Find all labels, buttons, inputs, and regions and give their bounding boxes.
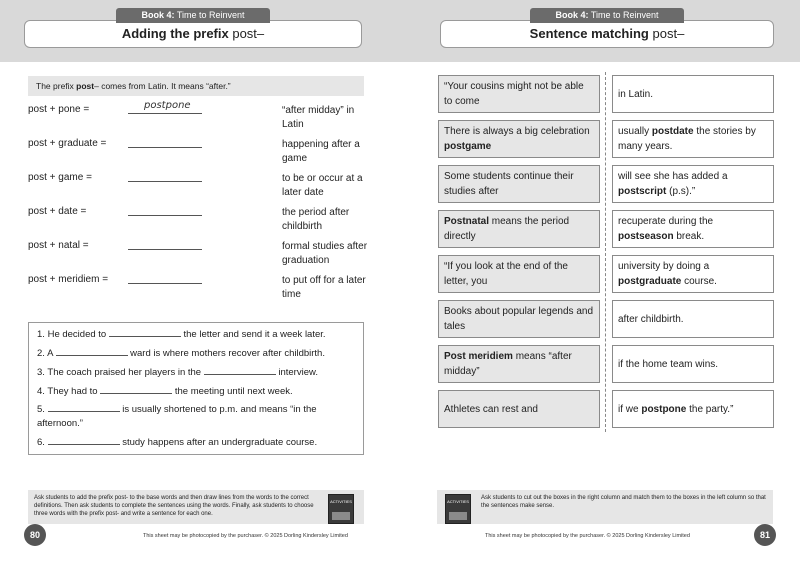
card-pre: Books about popular legends and tales [444,306,594,332]
cover-label: ACTIVITIES [447,499,469,504]
card-post: break. [673,231,705,242]
sentence-before: The coach praised her players in the [47,367,202,378]
word-equation: post + graduate = [28,138,107,149]
sentence-end-card[interactable] [612,300,774,338]
title-main: Sentence matching [529,26,649,41]
book-subtitle: Time to Reinvent [176,10,245,20]
sentence-after: study happens after an undergraduate course. [122,437,318,448]
sentence-number: 1. [37,329,45,340]
card-bold: postscript [618,186,667,197]
card-text [618,169,768,199]
sentence-blank[interactable] [48,403,120,412]
book-tab [530,8,684,23]
cover-strip [332,512,350,520]
book-subtitle: Time to Reinvent [590,10,659,20]
card-text [618,259,768,289]
card-text [618,312,684,327]
card-text [618,87,653,102]
title-main: Adding the prefix [121,26,229,41]
card-text [444,169,594,199]
sentence-blank[interactable] [56,347,128,356]
book-tab [116,8,270,23]
written-answer: postpone [144,100,191,111]
sentence-box [28,322,364,455]
sentence-blank[interactable] [100,385,172,394]
sentence-after: the meeting until next week. [174,386,293,397]
cut-line [605,72,606,432]
card-pre: Some students continue their studies after [444,171,574,197]
card-post: means the period directly [444,216,570,242]
card-text [618,214,768,244]
sentence-item [37,436,363,450]
sentence-before: A [47,348,53,359]
card-text [444,259,594,289]
answer-line[interactable] [128,181,202,182]
card-pre: if we [618,403,642,415]
page-number: 81 [754,524,776,546]
sentence-item [37,403,337,431]
card-pre: There is always a big celebration [444,126,590,137]
intro-post: – comes from Latin. It means “after.” [94,81,231,91]
card-pre: recuperate during the [618,216,714,227]
sentence-start-card[interactable] [438,300,600,338]
teacher-note-text: Ask students to add the prefix post- to the base words and then draw lines from the words to the correct definitions. Then ask students to complete the sentences using the words. Finally, ask students to choose three words with the prefix post- and write a sentence for each one. [34,495,314,517]
teacher-note [437,490,773,524]
word-equation: post + meridiem = [28,274,109,285]
card-text [444,214,594,244]
page-number: 80 [24,524,46,546]
word-definition: formal studies after graduation [282,241,368,266]
sentence-start-card[interactable] [438,255,600,293]
card-text [444,304,594,334]
right-page [400,0,800,566]
teacher-note-text: Ask students to cut out the boxes in the right column and match them to the boxes in the left column so that the sentences make sense. [481,495,766,509]
card-text [444,402,538,417]
book-cover-thumbnail [445,494,471,524]
card-pre: in Latin. [618,88,654,100]
sentence-number: 3. [37,367,45,378]
sentence-item [37,347,363,361]
book-label: Book 4: [555,10,589,20]
sentence-end-card[interactable] [612,165,774,203]
card-bold: postgame [444,141,492,152]
teacher-note [28,490,364,524]
card-bold: postseason [618,231,674,242]
sentence-start-card[interactable] [438,345,600,383]
sentence-before: He decided to [47,329,107,340]
book-label: Book 4: [141,10,175,20]
card-bold: postpone [641,403,687,415]
sentence-end-card[interactable] [612,75,774,113]
copyright-text: This sheet may be photocopied by the purchaser. © 2025 Dorling Kindersley Limited [143,533,348,539]
answer-line[interactable] [128,215,202,216]
card-text [444,124,594,154]
card-text [618,402,733,417]
card-text [444,79,594,109]
card-bold: Post meridiem [444,351,513,362]
sentence-end-card[interactable] [612,345,774,383]
word-definition: happening after a game [282,139,360,164]
card-post: the stories by many years. [618,126,756,152]
sentence-number: 2. [37,348,45,359]
card-pre: usually [618,126,652,137]
card-post: the party.” [686,403,734,415]
word-row [28,274,368,304]
page-title [440,20,774,48]
card-pre: will see she has added a [618,171,728,182]
card-text [444,349,594,379]
sentence-after: the letter and send it a week later. [183,329,326,340]
word-row [28,240,368,270]
sentence-after: interview. [278,367,318,378]
sentence-start-card[interactable] [438,210,600,248]
card-pre: university by doing a [618,261,710,272]
sentence-start-card[interactable] [438,75,600,113]
sentence-start-card[interactable] [438,390,600,428]
cover-label: ACTIVITIES [330,499,352,504]
word-equation: post + pone = [28,104,90,115]
answer-line[interactable] [128,113,202,114]
card-text [618,357,718,372]
intro-bold: post [76,81,95,91]
sentence-number: 5. [37,404,45,415]
word-definition: “after midday” in Latin [282,105,355,130]
card-pre: Athletes can rest and [444,403,538,415]
answer-line[interactable] [128,249,202,250]
word-definition: to be or occur at a later date [282,173,363,198]
title-prefix: post– [652,26,685,41]
word-row [28,138,368,168]
word-equation: post + game = [28,172,92,183]
card-bold: postdate [651,126,694,137]
sentence-end-card[interactable] [612,255,774,293]
word-equation: post + natal = [28,240,89,251]
sentence-start-card[interactable] [438,120,600,158]
copyright-text: This sheet may be photocopied by the purchaser. © 2025 Dorling Kindersley Limited [485,533,690,539]
title-prefix: post– [232,26,265,41]
sentence-blank[interactable] [48,436,120,445]
sentence-start-card[interactable] [438,165,600,203]
sentence-end-card[interactable] [612,210,774,248]
card-pre: if the home team wins. [618,358,719,370]
word-row [28,100,368,134]
answer-line[interactable] [128,147,202,148]
sentence-end-card[interactable] [612,120,774,158]
card-text [618,124,768,154]
card-post: means “after midday” [444,351,572,377]
sentence-after: ward is where mothers recover after childbirth. [130,348,325,359]
word-row [28,172,368,202]
card-pre: “If you look at the end of the letter, you [444,261,568,287]
word-equation: post + date = [28,206,87,217]
card-bold: Postnatal [444,216,490,227]
intro-text [28,76,364,96]
sentence-before: They had to [47,386,98,397]
sentence-end-card[interactable] [612,390,774,428]
card-pre: after childbirth. [618,313,684,325]
cover-strip [449,512,467,520]
sentence-after: is usually shortened to p.m. and means “in the afternoon.” [37,404,317,429]
card-bold: postgraduate [618,276,682,287]
answer-line[interactable] [128,283,202,284]
sentence-blank[interactable] [109,328,181,337]
card-post: course. [681,276,717,287]
word-definition: to put off for a later time [282,275,366,300]
page-title [24,20,362,48]
sentence-number: 4. [37,386,45,397]
sentence-item [37,366,363,380]
sentence-blank[interactable] [204,366,276,375]
word-row [28,206,368,236]
intro-pre: The prefix [36,81,77,91]
card-post: (p.s).” [666,186,696,197]
book-cover-thumbnail [328,494,354,524]
sentence-number: 6. [37,437,45,448]
word-definition: the period after childbirth [282,207,350,232]
sentence-item [37,385,363,399]
card-pre: “Your cousins might not be able to come [444,81,584,107]
sentence-item [37,328,363,342]
